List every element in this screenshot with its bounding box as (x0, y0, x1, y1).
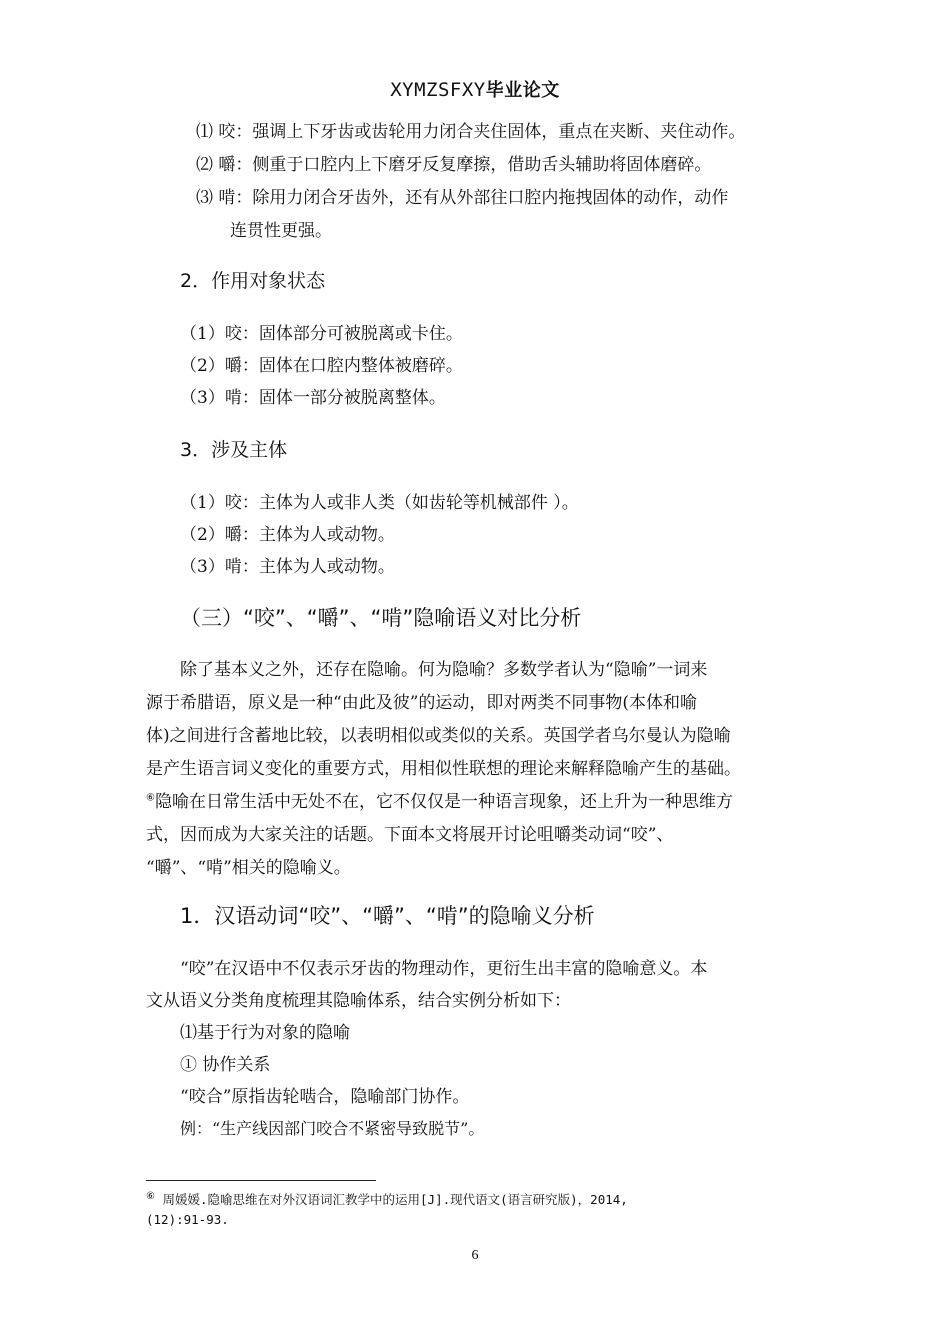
footnote-text: 周媛媛.隐喻思维在对外汉语词汇教学中的运用[J].现代语文(语言研究版)，2014, (154, 1192, 628, 1207)
list-item: （2）嚼：主体为人或动物。 (180, 525, 395, 545)
chapter-heading: （三）“咬”、“嚼”、“啃”隐喻语义对比分析 (180, 606, 582, 630)
header-title: 毕业论文 (485, 80, 560, 101)
page-header (0, 76, 950, 102)
list-item: （1）咬：主体为人或非人类（如齿轮等机械部件 ）。 (180, 493, 579, 513)
paragraph-line: “嚼”、“啃”相关的隐喻义。 (146, 858, 351, 878)
section-heading: 2．作用对象状态 (180, 270, 326, 292)
footnote-reference: ⑥ (146, 792, 155, 804)
paragraph-line: 源于希腊语，原义是一种“由此及彼”的运动，即对两类不同事物(本体和喻 (146, 693, 698, 713)
paragraph-line: “咬合”原指齿轮啮合，隐喻部门协作。 (180, 1087, 470, 1107)
paragraph-line: ⑴基于行为对象的隐喻 (180, 1023, 350, 1043)
list-item: （1）咬：固体部分可被脱离或卡住。 (180, 324, 463, 344)
list-item: ⑴ 咬：强调上下牙齿或齿轮用力闭合夹住固体，重点在夹断、夹住动作。 (196, 122, 746, 142)
paragraph-line: “咬”在汉语中不仅表示牙齿的物理动作，更衍生出丰富的隐喻意义。本 (180, 959, 708, 979)
paragraph-text: 隐喻在日常生活中无处不在，它不仅仅是一种语言现象，还上升为一种思维方 (154, 792, 733, 812)
paragraph-line: 式，因而成为大家关注的话题。下面本文将展开讨论咀嚼类动词“咬”、 (146, 825, 674, 845)
footnote-line (146, 1190, 628, 1208)
footnote-mark: ⑥ (146, 1190, 155, 1202)
paragraph-line (146, 792, 733, 812)
page-number: 6 (471, 1248, 479, 1263)
footnote-divider (146, 1180, 376, 1181)
footnote-line: (12):91-93. (146, 1212, 229, 1227)
list-item: （3）啃：主体为人或动物。 (180, 557, 395, 577)
paragraph-line: 体)之间进行含蓄地比较，以表明相似或类似的关系。英国学者乌尔曼认为隐喻 (146, 726, 731, 746)
list-item: （3）啃：固体一部分被脱离整体。 (180, 388, 446, 408)
paragraph-line: 除了基本义之外，还存在隐喻。何为隐喻？多数学者认为“隐喻”一词来 (180, 660, 708, 680)
list-item-continuation: 连贯性更强。 (230, 221, 332, 241)
section-heading: 3．涉及主体 (180, 439, 288, 461)
paragraph-line: 是产生语言词义变化的重要方式，用相似性联想的理论来解释隐喻产生的基础。 (146, 759, 741, 779)
list-item: （2）嚼：固体在口腔内整体被磨碎。 (180, 356, 463, 376)
list-item: ⑶ 啃：除用力闭合牙齿外，还有从外部往口腔内拖拽固体的动作，动作 (196, 188, 729, 208)
paragraph-line: ① 协作关系 (180, 1055, 271, 1075)
header-latin: XYMZSFXY (390, 79, 486, 101)
list-item: ⑵ 嚼：侧重于口腔内上下磨牙反复摩擦，借助舌头辅助将固体磨碎。 (196, 155, 712, 175)
subsection-heading: 1．汉语动词“咬”、“嚼”、“啃”的隐喻义分析 (180, 904, 595, 928)
paragraph-line: 文从语义分类角度梳理其隐喻体系，结合实例分析如下： (146, 991, 571, 1011)
example-line: 例：“生产线因部门咬合不紧密导致脱节”。 (180, 1119, 485, 1138)
